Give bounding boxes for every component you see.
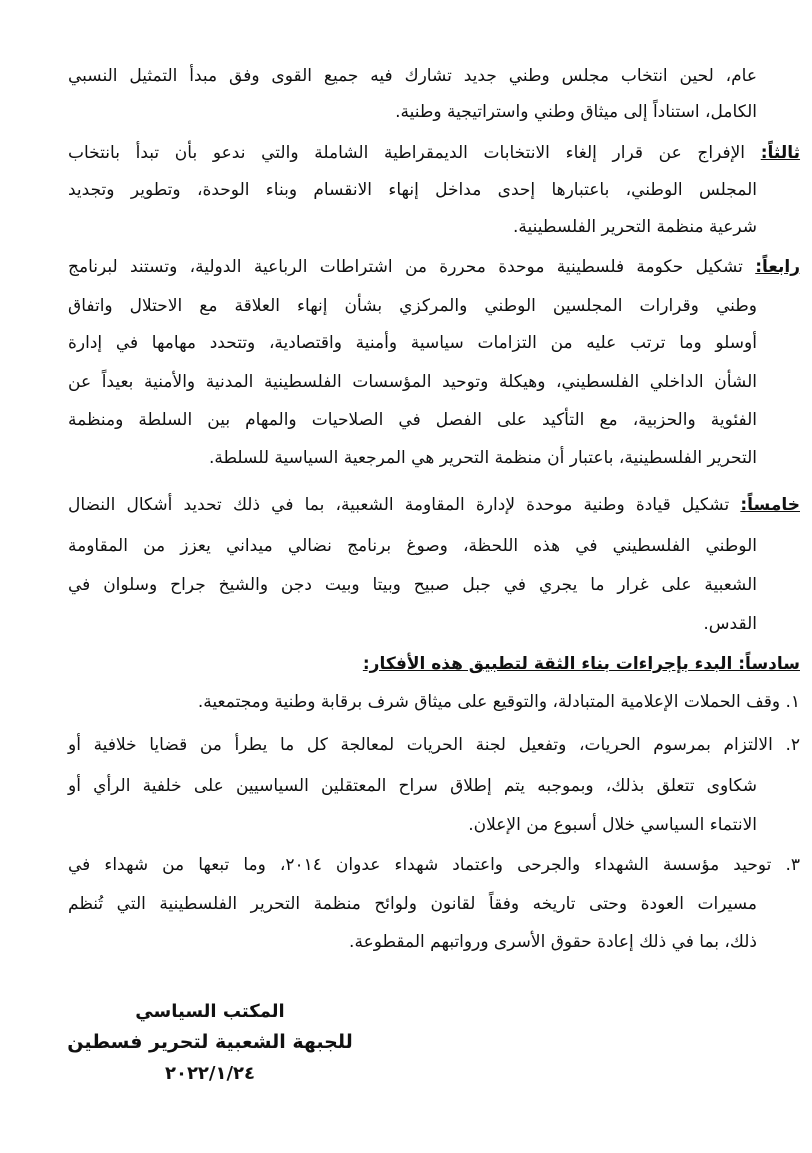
list-item-line: مسيرات العودة وحتى تاريخه وفقاً لقانون ولوائح منظمة التحرير الفلسطينية التي تُنظم: [68, 894, 757, 914]
section-fourth-line: وطني وقرارات المجلسين الوطني والمركزي بشأن إنهاء العلاقة مع الاحتلال واتفاق: [68, 296, 757, 316]
section-third-line: [68, 141, 800, 165]
section-third-label: ثالثاً:: [760, 143, 801, 163]
section-fourth-line: الفئوية والحزبية، مع التأكيد على الفصل في الصلاحيات والمهام بين السلطة ومنظمة: [68, 410, 757, 430]
section-third-line: المجلس الوطني، باعتبارها إحدى مداخل إنهاء الانقسام وبناء الوحدة، وتطوير وتجديد: [68, 180, 757, 200]
section-fifth-line: الوطني الفلسطيني في هذه اللحظة، وصوغ برنامج نضالي ميداني يعزز من المقاومة: [68, 536, 757, 556]
list-item-line: شكاوى تتعلق بذلك، وبموجبه يتم إطلاق سراح المعتقلين السياسيين على خلفية الرأي أو: [68, 776, 757, 796]
list-item: [68, 853, 800, 877]
section-fifth-line: [68, 493, 800, 517]
signature-organization: للجبهة الشعبية لتحرير فسطين: [67, 1031, 353, 1053]
section-fifth-text: تشكيل قيادة وطنية موحدة لإدارة المقاومة الشعبية، بما في ذلك تحديد أشكال النضال: [68, 495, 730, 515]
list-number: ٢.: [785, 735, 800, 755]
intro-line: الكامل، استناداً إلى ميثاق وطني واستراتيجية وطنية.: [395, 102, 757, 122]
list-text: توحيد مؤسسة الشهداء والجرحى واعتماد شهداء عدوان ٢٠١٤، وما تبعها من شهداء في: [68, 855, 772, 875]
section-sixth-heading: سادساً: البدء بإجراءات بناء الثقة لتطبيق هذه الأفكار:: [362, 654, 800, 674]
section-fourth-label: رابعاً:: [755, 257, 800, 277]
list-number: ٣.: [785, 855, 800, 875]
signature-office: المكتب السياسي: [135, 1001, 285, 1022]
section-fourth-line: الشأن الداخلي الفلسطيني، وهيكلة وتوحيد المؤسسات الفلسطينية المدنية والأمنية بعيداً عن: [68, 372, 757, 392]
list-number: ١.: [785, 692, 800, 712]
section-fifth-line: الشعبية على غرار ما يجري في جبل صبيح وبيتا وبيت دجن والشيخ جراح وسلوان في: [68, 575, 757, 595]
section-third-line: شرعية منظمة التحرير الفلسطينية.: [513, 217, 757, 237]
list-item-line: ذلك، بما في ذلك إعادة حقوق الأسرى ورواتبهم المقطوعة.: [349, 932, 757, 952]
section-fifth-line: القدس.: [703, 614, 757, 634]
section-third-text: الإفراج عن قرار إلغاء الانتخابات الديمقراطية الشاملة والتي ندعو بأن تبدأ بانتخاب: [68, 143, 746, 163]
section-fourth-line: التحرير الفلسطينية، باعتبار أن منظمة التحرير هي المرجعية السياسية للسلطة.: [208, 448, 757, 468]
signature-date: ٢٠٢٢/١/٢٤: [164, 1063, 256, 1084]
section-fifth-label: خامساً:: [740, 495, 800, 515]
list-item: [68, 690, 800, 714]
intro-line: عام، لحين انتخاب مجلس وطني جديد تشارك فيه جميع القوى وفق مبدأ التمثيل النسبي: [68, 66, 757, 86]
section-fourth-line: [68, 255, 800, 279]
list-item: [68, 733, 800, 757]
section-fourth-line: أوسلو وما ترتب عليه من التزامات سياسية وأمنية واقتصادية، وتتحدد مهامها في إدارة: [68, 333, 757, 353]
list-text: وقف الحملات الإعلامية المتبادلة، والتوقيع على ميثاق شرف برقابة وطنية ومجتمعية.: [197, 692, 781, 712]
section-fourth-text: تشكيل حكومة فلسطينية موحدة محررة من اشتراطات الرباعية الدولية، وتستند لبرنامج: [68, 257, 743, 277]
list-item-line: الانتماء السياسي خلال أسبوع من الإعلان.: [468, 815, 757, 835]
list-text: الالتزام بمرسوم الحريات، وتفعيل لجنة الحريات لمعالجة كل ما يطرأ من قضايا خلافية أو: [68, 735, 773, 755]
